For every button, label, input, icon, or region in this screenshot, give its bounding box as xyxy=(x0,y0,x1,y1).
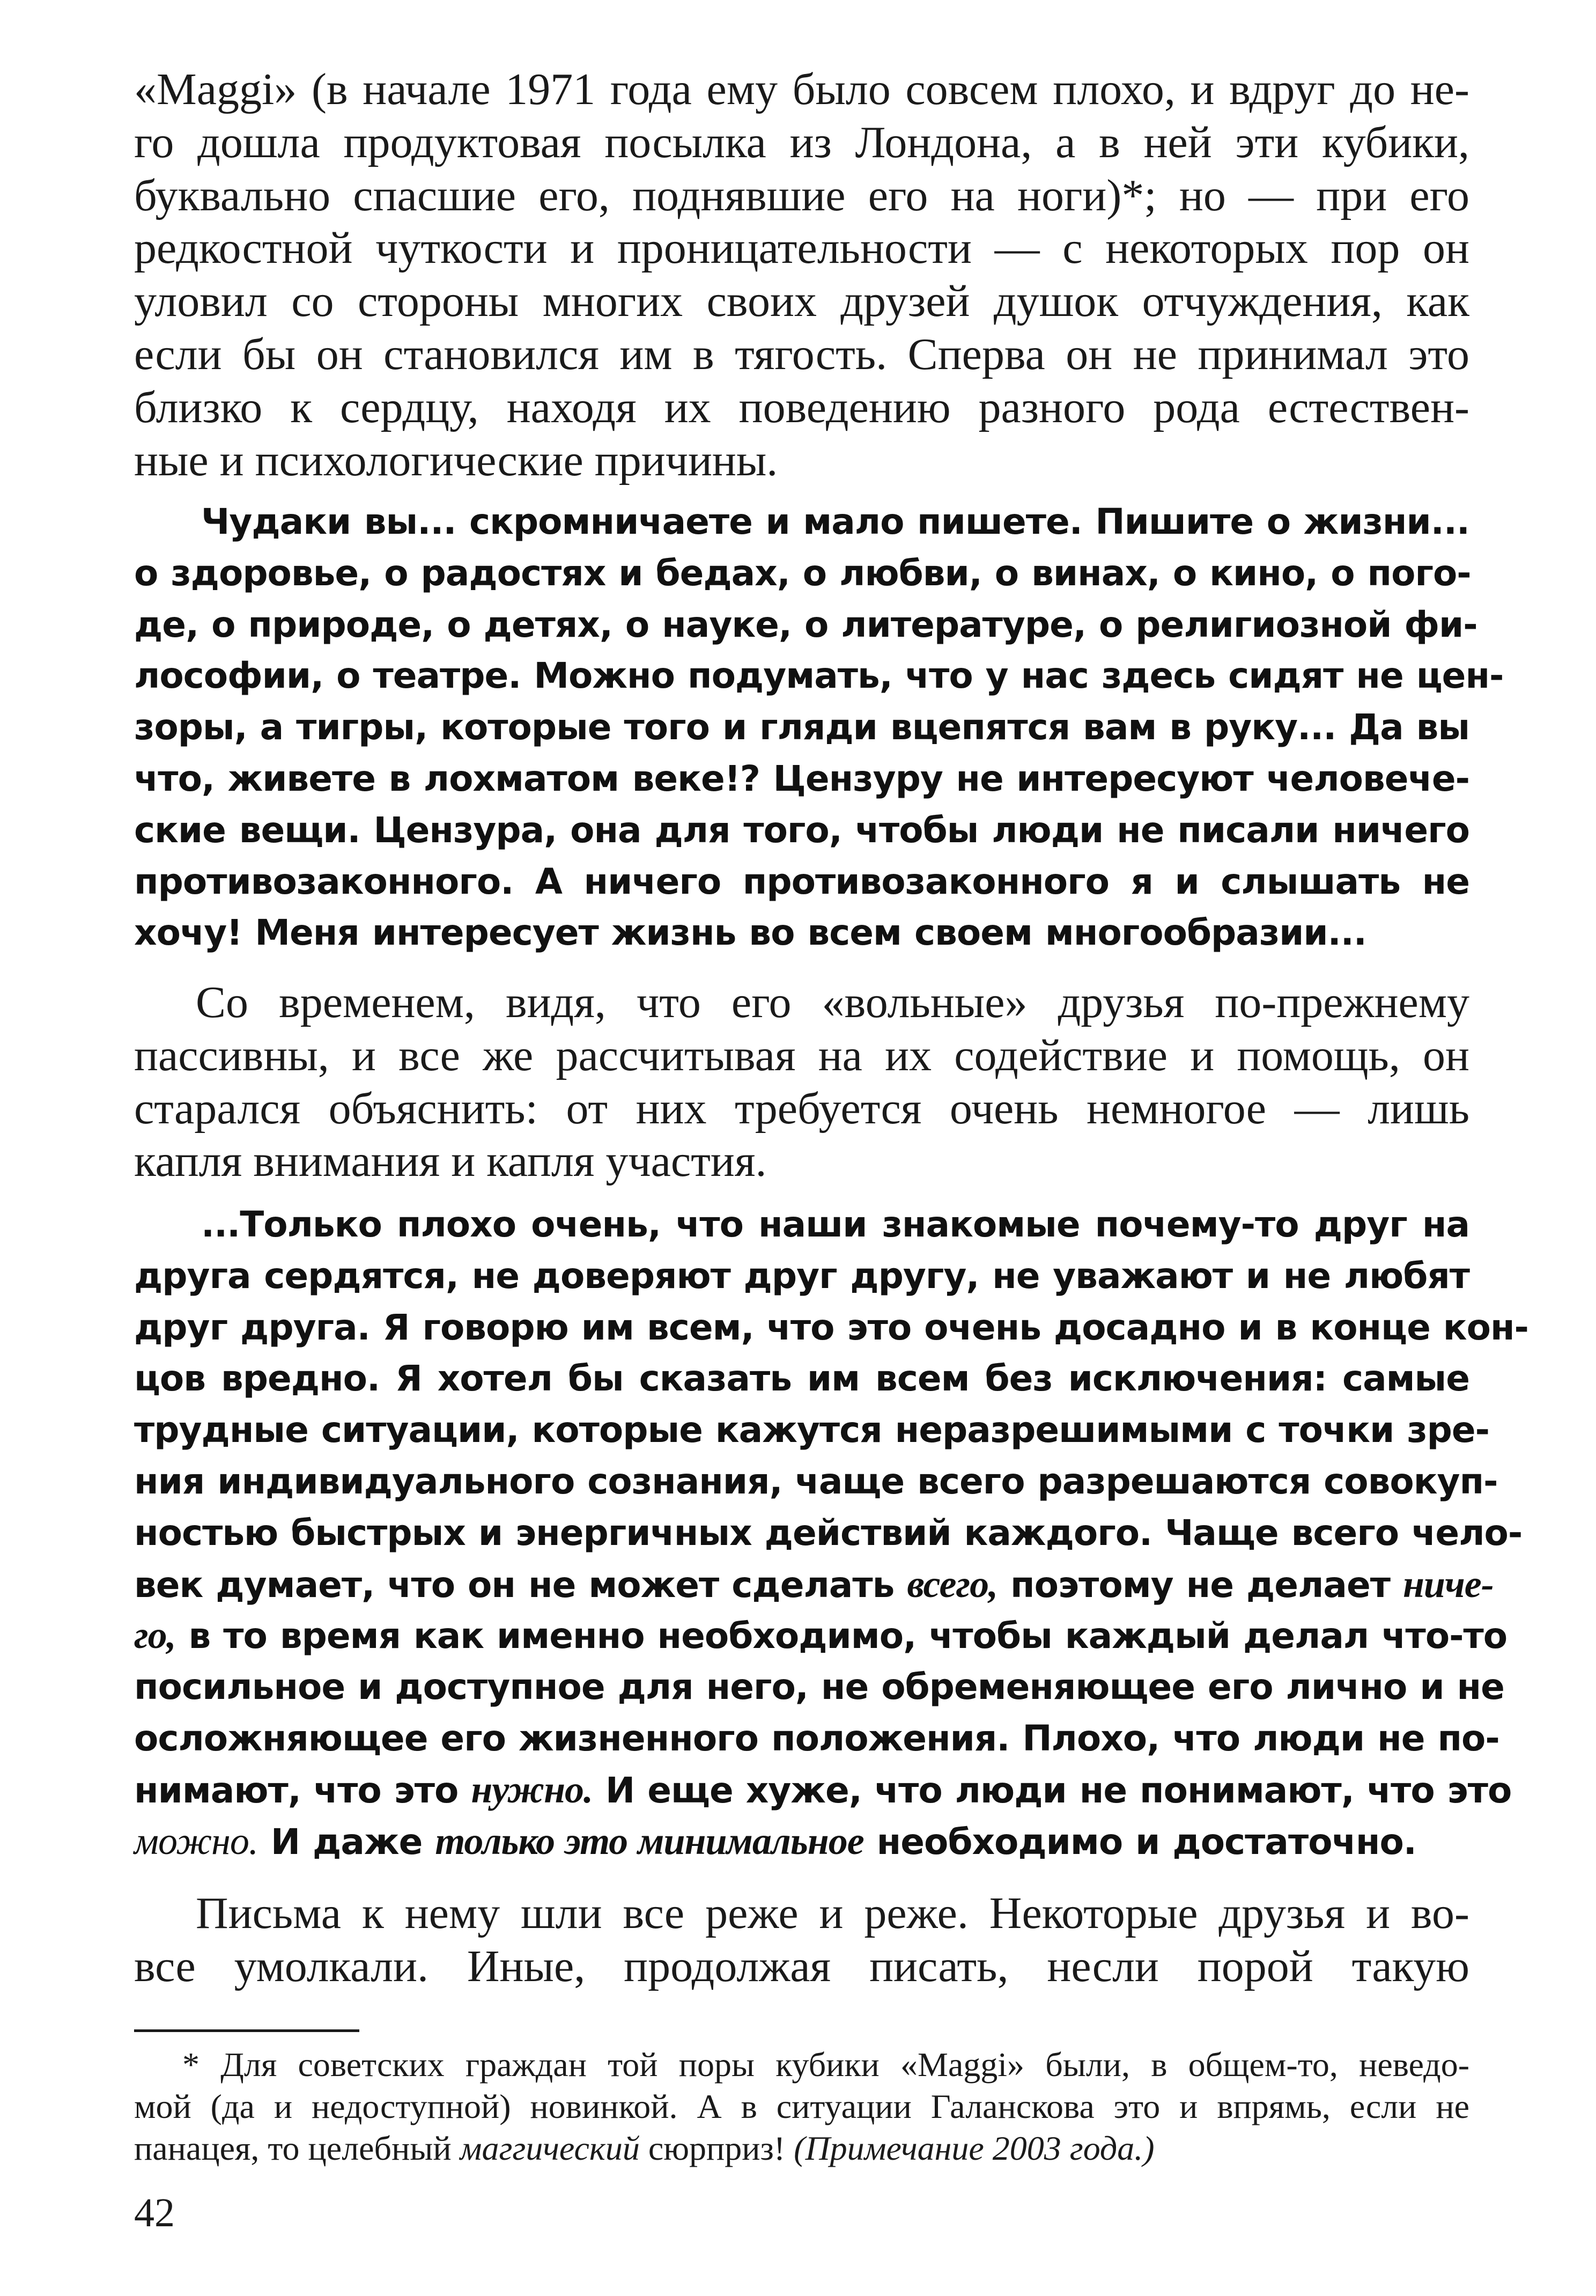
emphasis: нужно. xyxy=(471,1768,593,1811)
quote-text: И еще хуже, что люди не понимают, что это xyxy=(593,1769,1512,1811)
quote-line: трудные ситуации, которые кажутся неразрешимыми с точки зре- xyxy=(134,1409,1490,1451)
quote-line xyxy=(134,1559,1494,1610)
body-paragraph-3 xyxy=(134,1887,1469,1993)
quote-line: де, о природе, о детях, о науке, о литературе, о религиозной фи- xyxy=(134,604,1477,645)
footnote-line: * Для советских граждан той поры кубики «Maggi» были, в общем-то, неведо- xyxy=(182,2045,1469,2084)
body-paragraph-2 xyxy=(134,976,1469,1188)
text-line: «Maggi» (в начале 1971 года ему было совсем плохо, и вдруг до не- xyxy=(134,64,1469,114)
quote-text: век думает, что он не может сделать xyxy=(134,1564,907,1606)
quote-line: ния индивидуального сознания, чаще всего разрешаются совокуп- xyxy=(134,1460,1498,1502)
text-line: пассивны, и все же рассчитывая на их содействие и помощь, он xyxy=(134,1030,1469,1080)
quote-line: друг друга. Я говорю им всем, что это очень досадно и в конце кон- xyxy=(134,1306,1528,1348)
quote-line: ностью быстрых и энергичных действий каждого. Чаще всего чело- xyxy=(134,1512,1523,1554)
quote-line: что, живете в лохматом веке!? Цензуру не интересуют человече- xyxy=(134,757,1469,799)
quote-line: противозаконного. А ничего противозаконного я и слышать не xyxy=(134,860,1469,902)
quote-line: посильное и доступное для него, не обременяющее его лично и не xyxy=(134,1666,1504,1708)
emphasis: ниче- xyxy=(1402,1562,1494,1606)
emphasis: можно. xyxy=(134,1819,258,1863)
quote-line: Чудаки вы... скромничаете и мало пишете. Пишите о жизни... xyxy=(201,501,1469,542)
quote-text: в то время как именно необходимо, чтобы каждый делал что-то xyxy=(175,1615,1508,1657)
quote-line: о здоровье, о радостях и бедах, о любви, о винах, о кино, о пого- xyxy=(134,552,1471,594)
footnote-line xyxy=(134,2128,1469,2169)
quote-line: осложняющее его жизненного положения. Плохо, что люди не по- xyxy=(134,1717,1499,1759)
quote-line: друга сердятся, не доверяют друг другу, не уважают и не любят xyxy=(134,1255,1469,1297)
quote-line: лософии, о театре. Можно подумать, что у нас здесь сидят не цен- xyxy=(134,655,1504,697)
quote-text: необходимо и достаточно. xyxy=(863,1821,1416,1863)
footnote-line: мой (да и недоступной) новинкой. А в ситуации Галанскова это и впрямь, если не xyxy=(134,2087,1469,2125)
text-line: старался объяснить: от них требуется очень немногое — лишь xyxy=(134,1083,1469,1134)
quote-line: зоры, а тигры, которые того и гляди вцепятся вам в руку... Да вы xyxy=(134,707,1470,748)
quote-line xyxy=(134,1764,1512,1816)
quote-line: ...Только плохо очень, что наши знакомые почему-то друг на xyxy=(201,1204,1469,1245)
page-number: 42 xyxy=(134,2190,175,2235)
emphasis: только это минимальное xyxy=(435,1819,864,1863)
emphasis: маггический xyxy=(460,2129,640,2167)
quote-line xyxy=(134,1816,1469,1867)
emphasis: го, xyxy=(134,1614,176,1657)
text-line: уловил со стороны многих своих друзей душок отчуждения, как xyxy=(134,276,1469,327)
footnote-divider xyxy=(134,2029,359,2032)
letter-quote-1 xyxy=(134,496,1504,959)
text-line: все умолкали. Иные, продолжая писать, несли порой такую xyxy=(134,1941,1469,1991)
text-line: буквально спасшие его, поднявшие его на ноги)*; но — при его xyxy=(134,170,1469,220)
quote-text: И даже xyxy=(257,1821,435,1863)
footnote-text: сюрприз! xyxy=(639,2129,794,2167)
quote-text: нимают, что это xyxy=(134,1769,471,1811)
text-line: Письма к нему шли все реже и реже. Некоторые друзья и во- xyxy=(196,1888,1469,1938)
text-line: капля внимания и капля участия. xyxy=(134,1136,767,1187)
text-line: если бы он становился им в тягость. Сперва он не принимал это xyxy=(134,329,1469,379)
quote-line: хочу! Меня интересует жизнь во всем своем многообразии... xyxy=(134,912,1366,954)
footnote-text: панацея, то целебный xyxy=(134,2129,460,2167)
quote-text: поэтому не делает xyxy=(997,1564,1403,1606)
emphasis: всего, xyxy=(907,1562,998,1606)
footnote xyxy=(134,2044,1469,2169)
quote-line: ские вещи. Цензура, она для того, чтобы люди не писали ничего xyxy=(134,809,1469,851)
footnote-note: (Примечание 2003 года.) xyxy=(794,2129,1155,2167)
text-line: редкостной чуткости и проницательности — с некоторых пор он xyxy=(134,223,1469,274)
text-line: близко к сердцу, находя их поведению разного рода естествен- xyxy=(134,382,1469,432)
text-line: ные и психологические причины. xyxy=(134,435,778,485)
body-paragraph-1 xyxy=(134,63,1469,487)
text-line: го дошла продуктовая посылка из Лондона, а в ней эти кубики, xyxy=(134,117,1469,167)
text-line: Со временем, видя, что его «вольные» друзья по-прежнему xyxy=(196,977,1469,1027)
letter-quote-2 xyxy=(134,1199,1528,1867)
quote-line: цов вредно. Я хотел бы сказать им всем без исключения: самые xyxy=(134,1358,1469,1400)
quote-line xyxy=(134,1610,1508,1661)
